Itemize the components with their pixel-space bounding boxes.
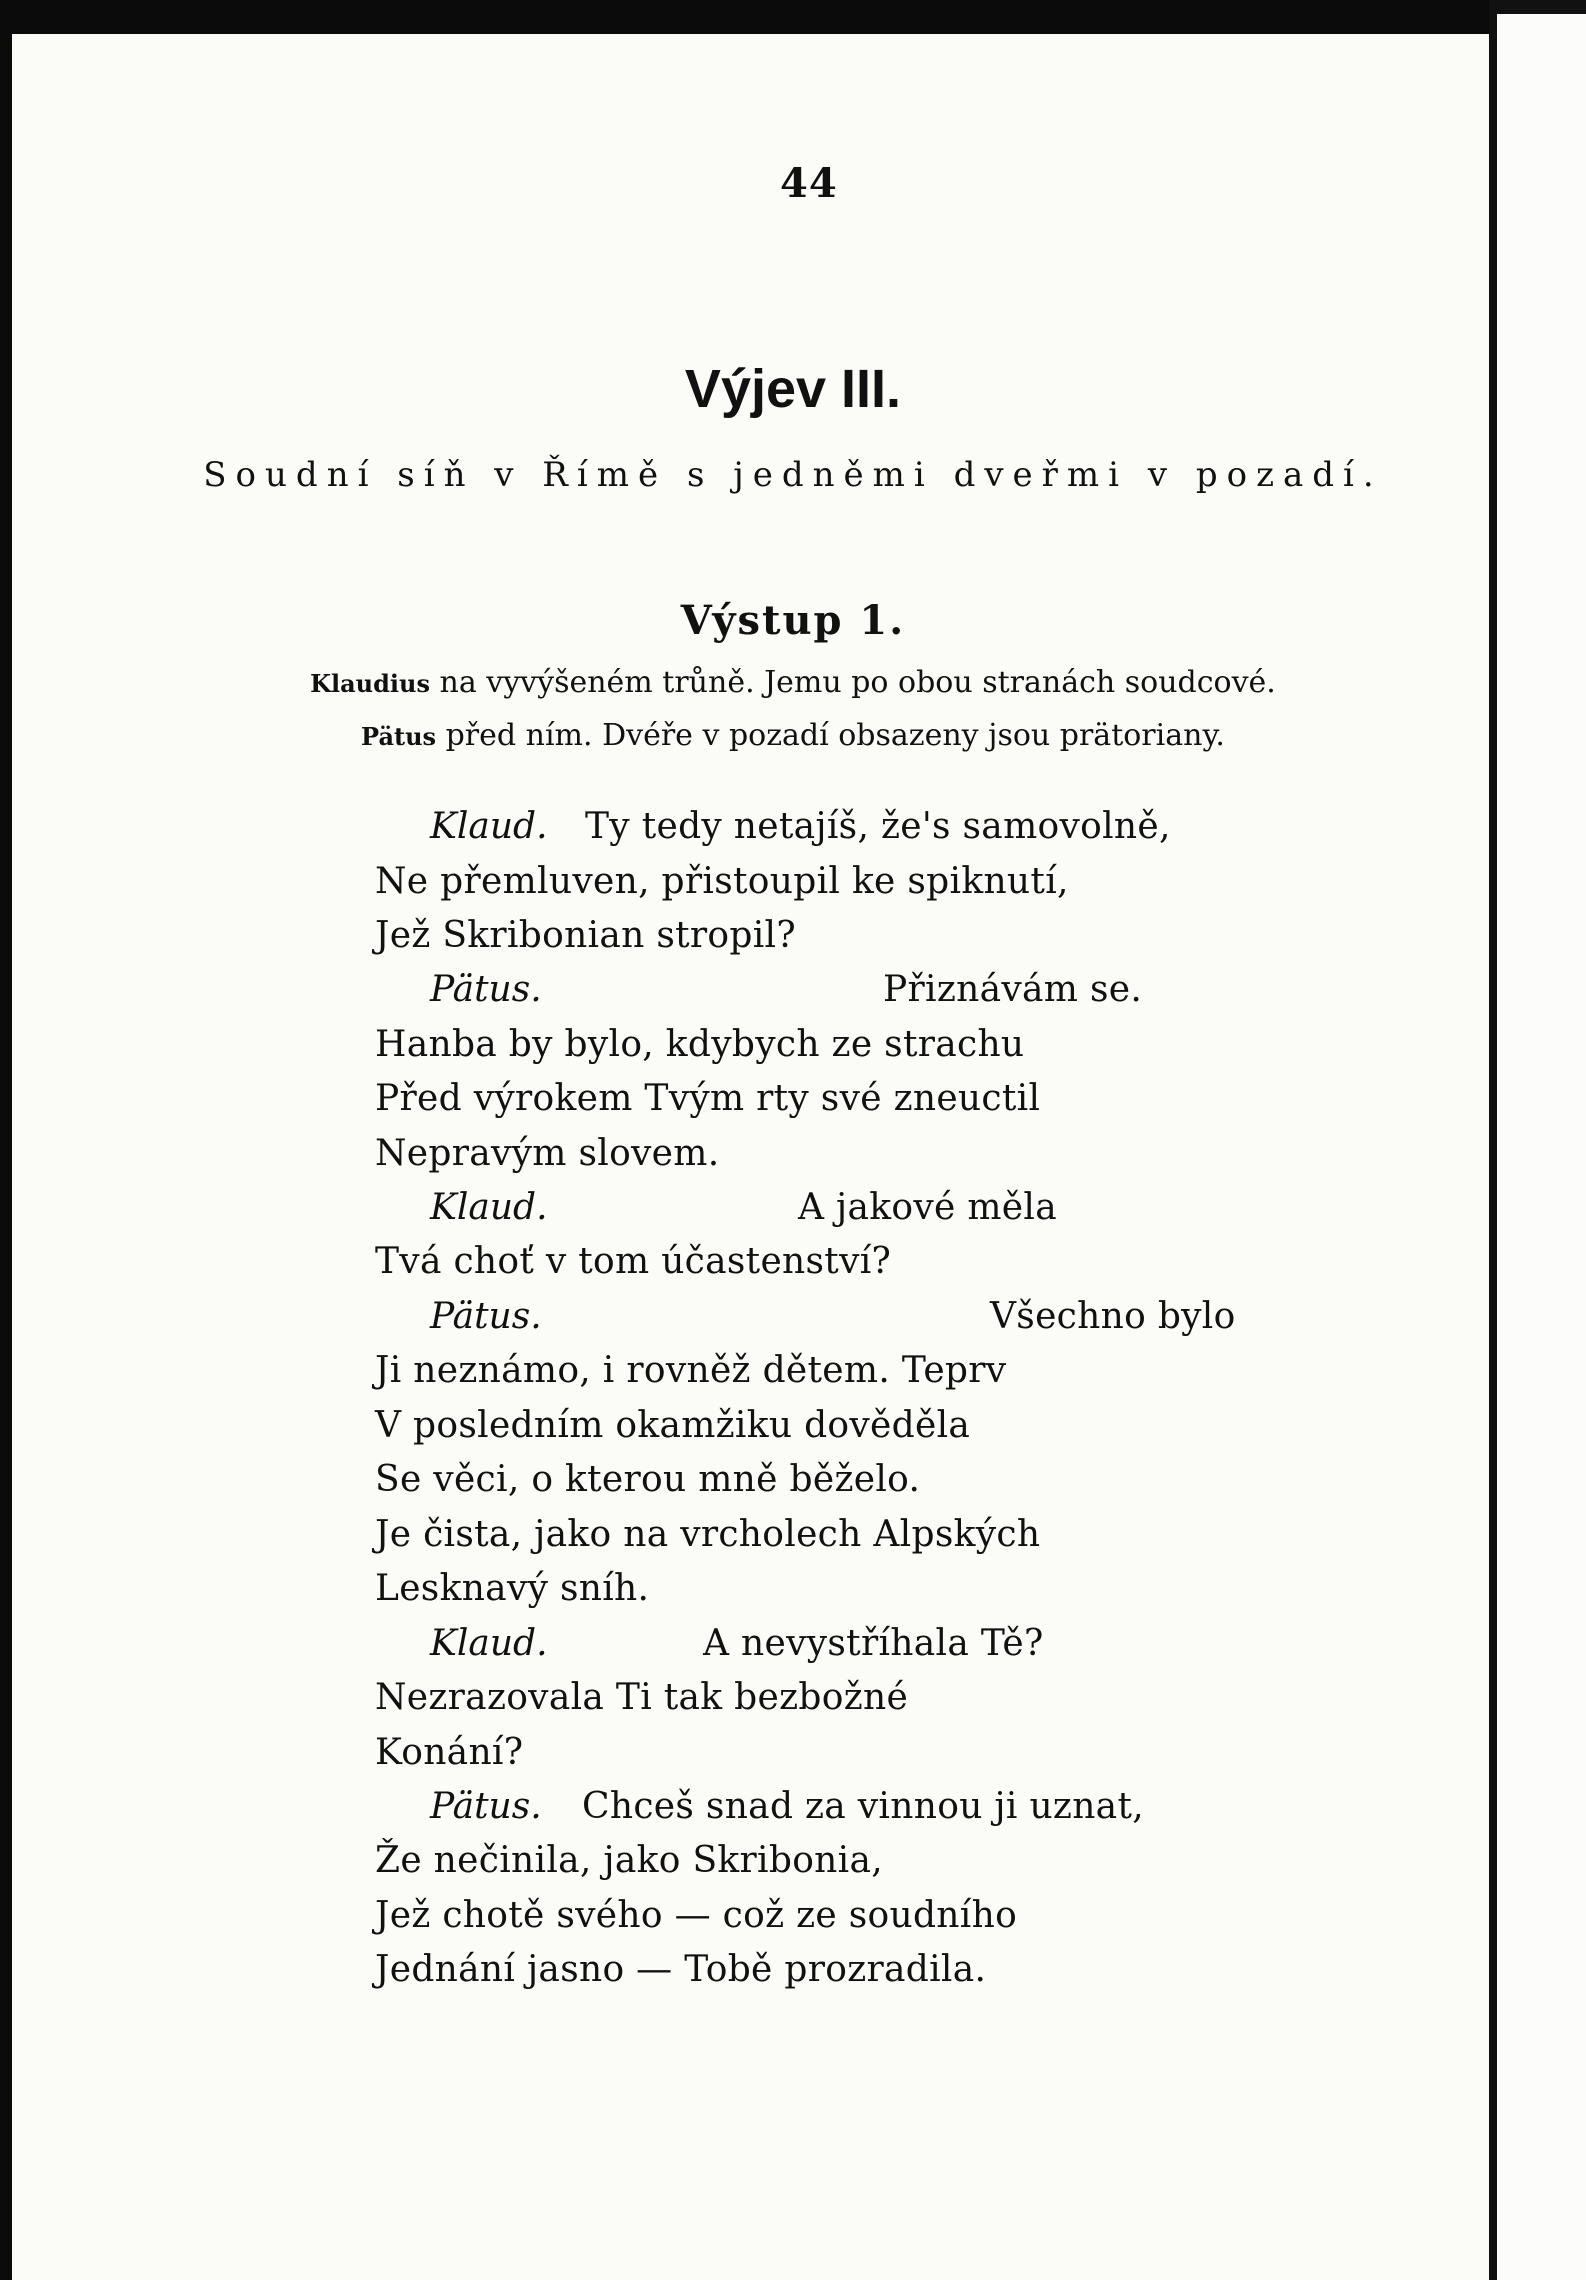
verse-line: Jednání jasno — Tobě prozradila. — [375, 1949, 987, 1990]
speaker-label: Pätus. — [430, 1786, 542, 1827]
verse-line: V posledním okamžiku dověděla — [375, 1405, 971, 1446]
stage-direction — [0, 718, 1586, 753]
verse-line: Ne přemluven, přistoupil ke spiknutí, — [375, 861, 1069, 902]
verse-line: Ji neznámo, i rovněž dětem. Teprv — [375, 1350, 1007, 1391]
speaker-label: Pätus. — [430, 969, 542, 1010]
speaker-label: Pätus. — [430, 1296, 542, 1337]
scene-setting: Soudní síň v Římě s jedněmi dveřmi v pozadí. — [203, 455, 1383, 495]
speaker-label: Klaud. — [430, 1623, 548, 1664]
verse-line: A nevystříhala Tě? — [703, 1623, 1044, 1664]
verse-line: Před výrokem Tvým rty své zneuctil — [375, 1078, 1041, 1119]
verse-line: Jež chotě svého — což ze soudního — [375, 1895, 1018, 1936]
entry-title: Výstup 1. — [680, 597, 906, 644]
stage-direction-name: Pätus — [361, 722, 437, 751]
adjacent-page-edge — [1489, 0, 1586, 2280]
page-number: 44 — [780, 160, 838, 207]
stage-direction — [0, 665, 1586, 700]
verse-line: A jakové měla — [798, 1187, 1057, 1228]
verse-line: Že nečinila, jako Skribonia, — [375, 1840, 883, 1881]
speaker-label: Klaud. — [430, 806, 548, 847]
verse-line: Nepravým slovem. — [375, 1133, 720, 1174]
verse-line: Nezrazovala Ti tak bezbožné — [375, 1677, 909, 1718]
verse-line: Všechno bylo — [990, 1296, 1236, 1337]
speaker-label: Klaud. — [430, 1187, 548, 1228]
verse-line: Ty tedy netajíš, že's samovolně, — [585, 806, 1171, 847]
verse-line: Konání? — [375, 1732, 524, 1773]
verse-line: Tvá choť v tom účastenství? — [375, 1241, 892, 1282]
stage-direction-name: Klaudius — [310, 669, 430, 698]
stage-direction-text: před ním. Dvéře v pozadí obsazeny jsou prätoriany. — [445, 718, 1225, 753]
scene-title: Výjev III. — [684, 359, 902, 419]
verse-line: Je čista, jako na vrcholech Alpských — [375, 1514, 1041, 1555]
verse-line: Chceš snad za vinnou ji uznat, — [582, 1786, 1144, 1827]
verse-line: Hanba by bylo, kdybych ze strachu — [375, 1024, 1025, 1065]
stage-direction-text: na vyvýšeném trůně. Jemu po obou stranách soudcové. — [439, 665, 1276, 700]
verse-line: Přiznávám se. — [883, 969, 1143, 1010]
verse-line: Jež Skribonian stropil? — [375, 915, 796, 956]
verse-line: Se věci, o kterou mně běželo. — [375, 1459, 921, 1500]
verse-line: Lesknavý sníh. — [375, 1568, 650, 1609]
